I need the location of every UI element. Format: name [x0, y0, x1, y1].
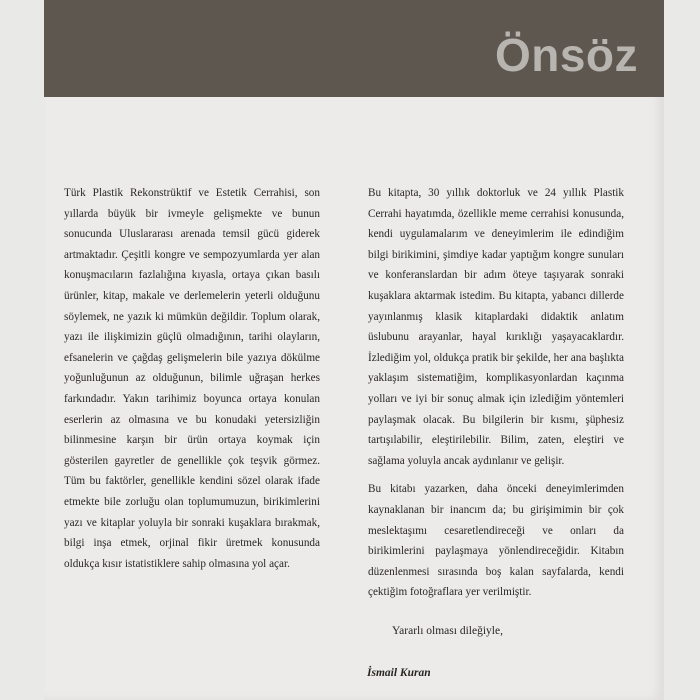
- paragraph: Bu kitapta, 30 yıllık doktorluk ve 24 yıllık Plastik Cerrahi hayatımda, özellikle meme cerrahisi konusunda, kendi uygulamalarım ve deneyimlerim ile edindiğim bilgi birikimini, şimdiye kadar yaptığım kongre sunuları ve konferanslardan bir adım öteye taşıyarak sonraki kuşaklara aktarmak istedim. Bu kitapta, yabancı dillerde yayınlanmış klasik kitaplardaki didaktik anlatım üslubunu arayanlar, hayal kırıklığı yaşayacaklardır. İzlediğim yol, oldukça pratik bir şekilde, her ana başlıkta yaklaşım sistematiğim, komplikasyonlardan kaçınma yolları ve iyi bir sonuç almak için izlediğim yöntemleri paylaşmak olacak. Bu bilgilerin bir kısmı, şüphesiz tartışılabilir, eleştirilebilir. Bilim, zaten, eleştiri ve sağlama yoluyla ancak aydınlanır ve gelişir.: [368, 187, 624, 467]
- paragraph: Türk Plastik Rekonstrüktif ve Estetik Cerrahisi, son yıllarda büyük bir ivmeyle gelişmekte ve bunun sonucunda Uluslararası arenada temsil gücü giderek artmaktadır. Çeşitli kongre ve sempozyumlarda yer alan konuşmacıların fazlalığına kıyasla, ortaya çıkan basılı ürünler, kitap, makale ve derlemelerin yeterli olduğunu söylemek, ne yazık ki mümkün değildir. Toplum olarak, yazı ile ilişkimizin güçlü olmadığının, tarihi olayların, efsanelerin ve çağdaş gelişmelerin bile yazıya dökülme yoğunluğunun az olduğunun, bilimle uğraşan herkes farkındadır. Yakın tarihimiz boyunca ortaya konulan eserlerin az olmasına ve bu konudaki yetersizliğin bilinmesine karşın bir ürün ortaya koymak için gösterilen gayretler de genellikle çok teşvik görmez. Tüm bu faktörler, genellikle kendini sözel olarak ifade etmekte bile zorluğu olan toplumumuzun, birikimlerini yazı ve kitaplar yoluyla bir sonraki kuşaklara bırakmak, bilgi inşa etmek, orjinal fikir üretmek konusunda oldukça kısır istatistiklere sahip olmasına yol açar.: [64, 187, 320, 570]
- book-page: [44, 0, 664, 700]
- closing-line: Yararlı olması dileğiyle,: [392, 625, 503, 637]
- right-column: [368, 183, 624, 603]
- paragraph: Bu kitabı yazarken, daha önceki deneyimlerimden kaynaklanan bir inancım da; bu girişimimin bir çok meslektaşımı cesaretlendireceği ve onları da birikimlerini paylaşmaya yönlendireceğidir. Kitabın düzenlenmesi sırasında boş kalan sayfalarda, kendi çektiğim fotoğraflara yer verilmiştir.: [368, 483, 624, 599]
- author-signature: İsmail Kuran: [367, 667, 431, 679]
- left-column: [64, 183, 320, 574]
- page-title: Önsöz: [494, 29, 638, 81]
- header-band: [44, 0, 664, 97]
